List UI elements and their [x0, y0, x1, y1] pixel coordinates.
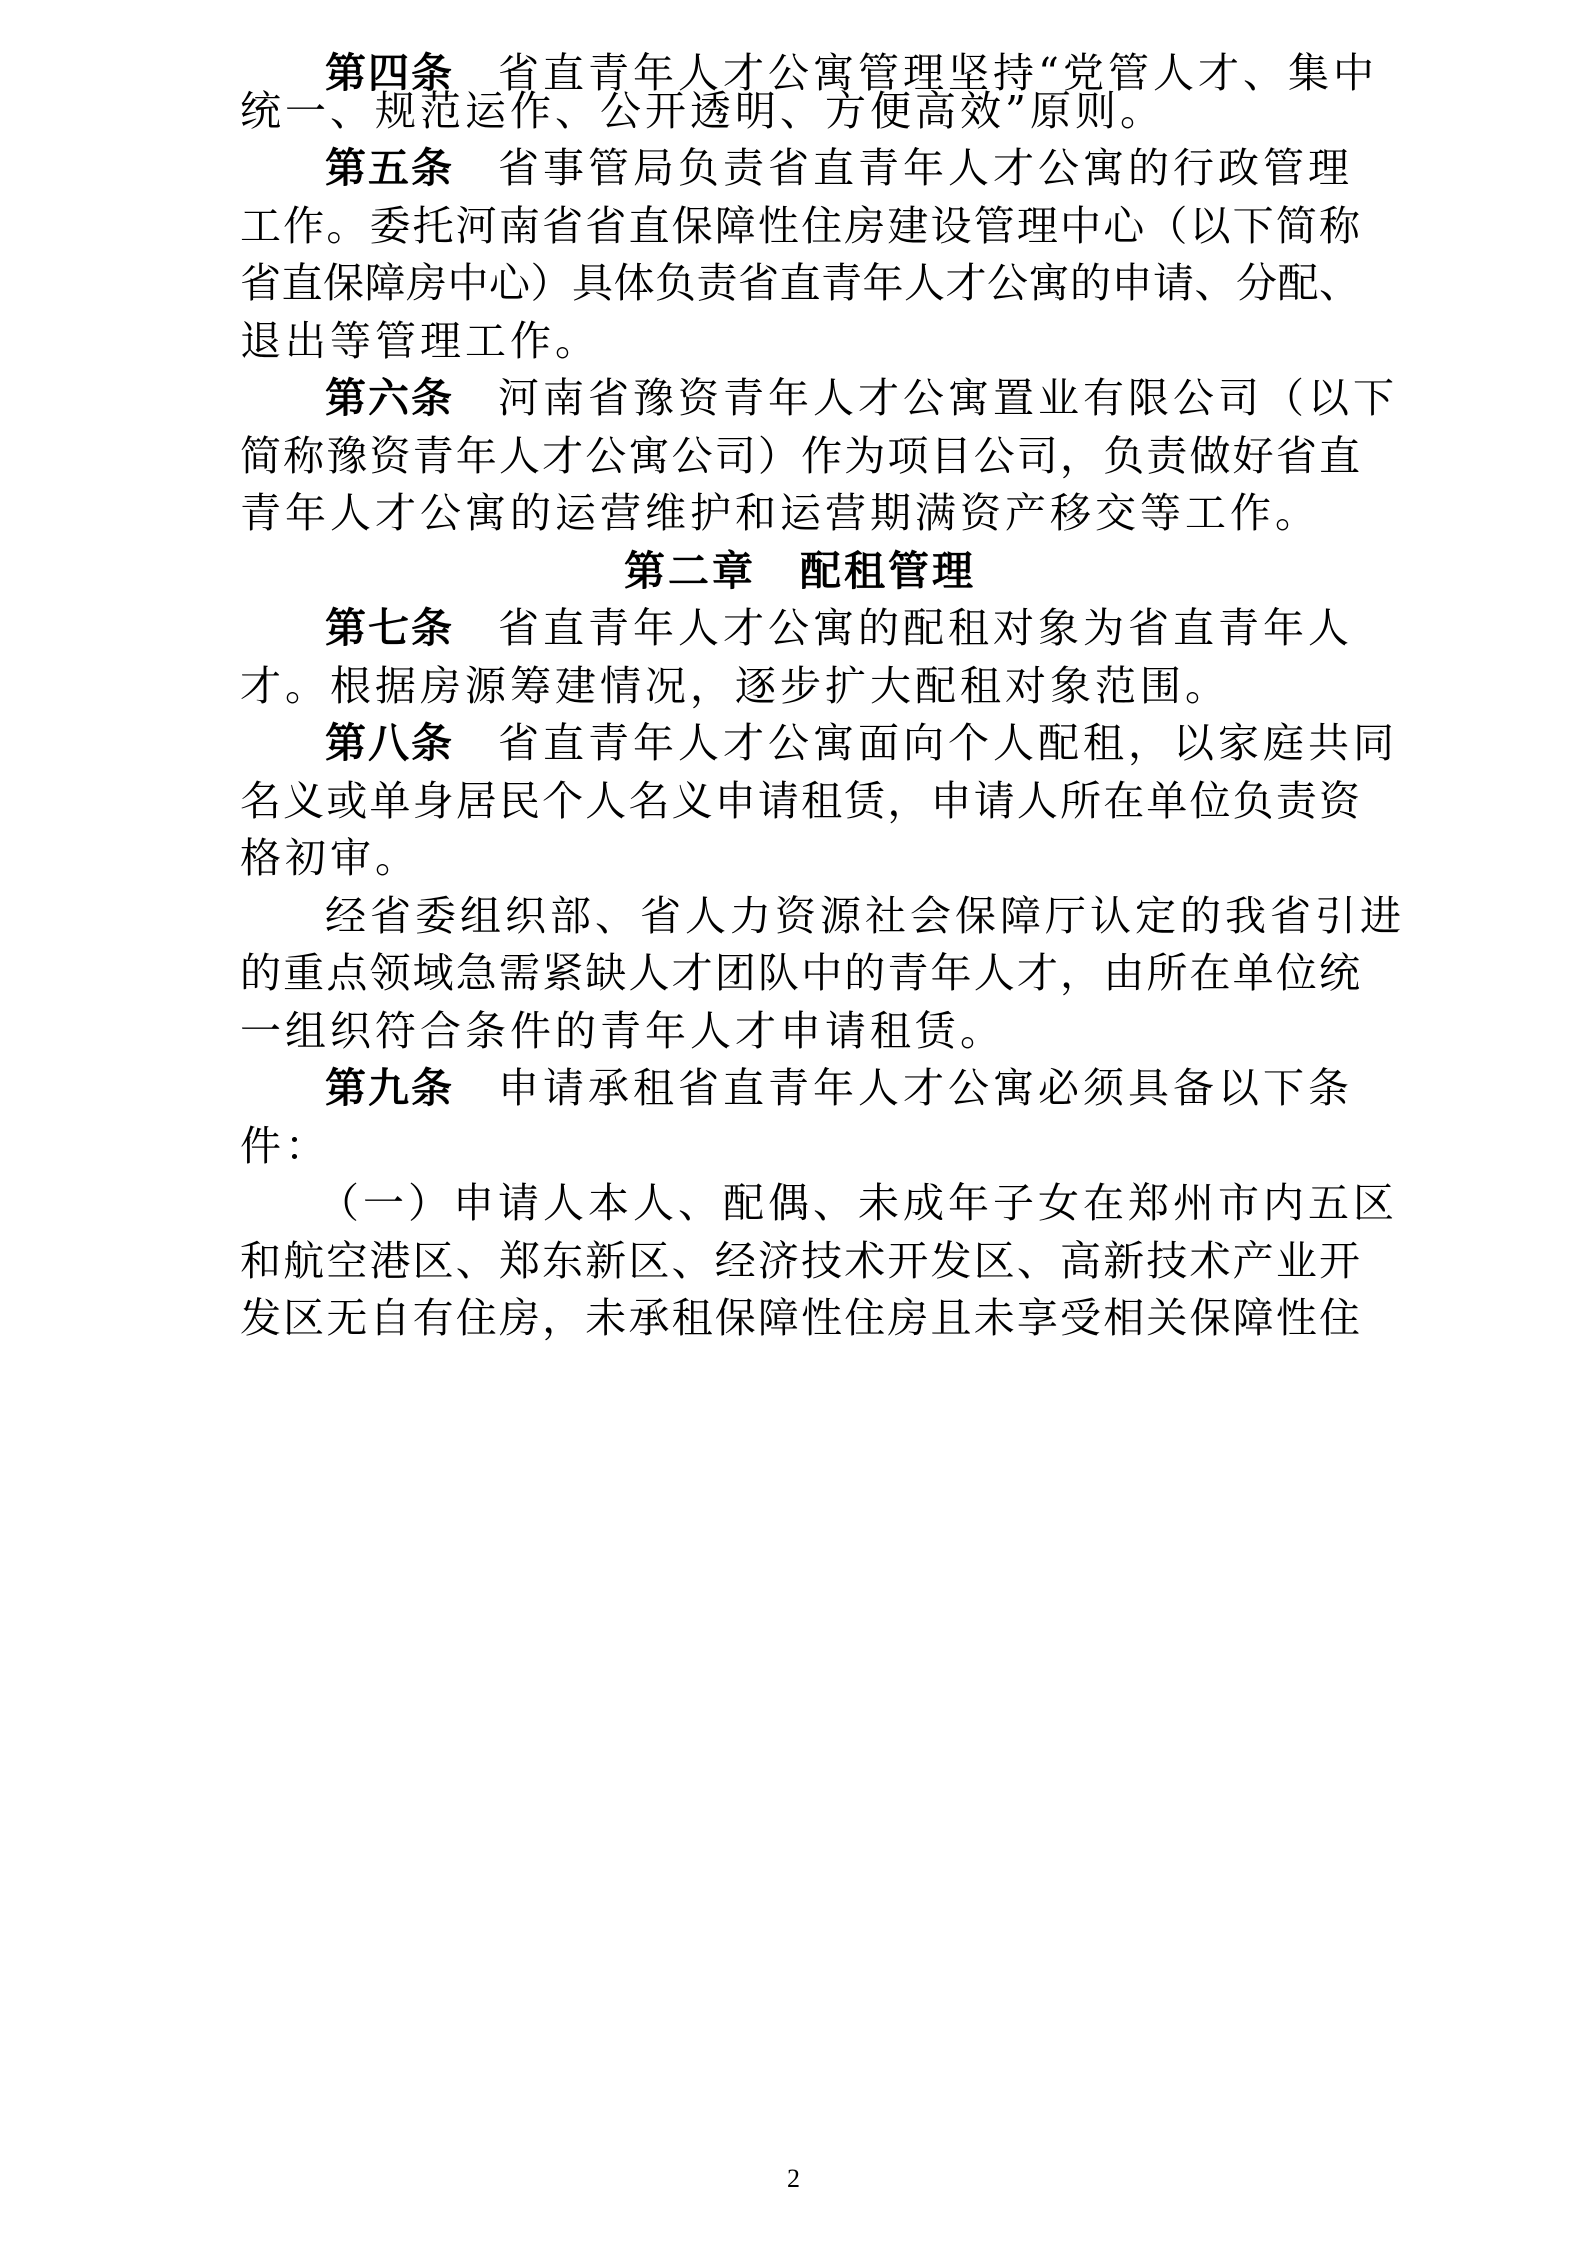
- article-7-line-2: 才。根据房源筹建情况，逐步扩大配租对象范围。: [240, 662, 1230, 710]
- article-5-text-1: 省事管局负责省直青年人才公寓的行政管理: [498, 144, 1353, 192]
- article-5-line-2: 工作。委托河南省省直保障性住房建设管理中心（以下简称: [240, 202, 1360, 250]
- article-7-text-1: 省直青年人才公寓的配租对象为省直青年人: [498, 604, 1353, 652]
- talent-paragraph-line-1: 经省委组织部、省人力资源社会保障厅认定的我省引进: [325, 892, 1405, 940]
- chapter-2-number: 第二章: [624, 547, 756, 595]
- article-9-text-1: 申请承租省直青年人才公寓必须具备以下条: [498, 1064, 1353, 1112]
- article-5-line-3: 省直保障房中心）具体负责省直青年人才公寓的申请、分配、: [240, 259, 1360, 307]
- talent-paragraph-line-3: 一组织符合条件的青年人才申请租赁。: [240, 1007, 1005, 1055]
- item-1-line-1: （一）申请人本人、配偶、未成年子女在郑州市内五区: [318, 1179, 1398, 1227]
- talent-paragraph-line-2: 的重点领域急需紧缺人才团队中的青年人才，由所在单位统: [240, 949, 1360, 997]
- article-4-heading: 第四条: [325, 49, 454, 97]
- article-4-line-2: 统一、规范运作、公开透明、方便高效”原则。: [240, 87, 1165, 135]
- chapter-2-title: 配租管理: [800, 547, 976, 595]
- article-7-heading: 第七条: [325, 604, 454, 652]
- article-7-line-1: [325, 603, 1360, 653]
- page-number: 2: [787, 2164, 800, 2193]
- article-9-heading: 第九条: [325, 1064, 454, 1112]
- article-8-text-1: 省直青年人才公寓面向个人配租，以家庭共同: [498, 719, 1398, 767]
- item-1-line-3: 发区无自有住房，未承租保障性住房且未享受相关保障性住: [240, 1294, 1360, 1342]
- article-4-text-1: 省直青年人才公寓管理坚持“党管人才、集中: [498, 49, 1378, 97]
- article-5-line-4: 退出等管理工作。: [240, 317, 600, 365]
- article-9-line-1: [325, 1063, 1360, 1113]
- article-5-line-1: [325, 143, 1360, 193]
- article-8-line-2: 名义或单身居民个人名义申请租赁，申请人所在单位负责资: [240, 777, 1360, 825]
- article-9-line-2: 件：: [240, 1122, 330, 1170]
- article-6-line-1: [325, 373, 1398, 423]
- article-6-heading: 第六条: [325, 374, 454, 422]
- article-6-line-2: 简称豫资青年人才公寓公司）作为项目公司，负责做好省直: [240, 432, 1360, 480]
- article-8-line-3: 格初审。: [240, 834, 420, 882]
- article-6-line-3: 青年人才公寓的运营维护和运营期满资产移交等工作。: [240, 489, 1320, 537]
- article-5-heading: 第五条: [325, 144, 454, 192]
- item-1-line-2: 和航空港区、郑东新区、经济技术开发区、高新技术产业开: [240, 1237, 1360, 1285]
- chapter-2-heading: [240, 546, 1360, 596]
- article-8-line-1: [325, 718, 1398, 768]
- article-8-heading: 第八条: [325, 719, 454, 767]
- article-6-text-1: 河南省豫资青年人才公寓置业有限公司（以下: [498, 374, 1398, 422]
